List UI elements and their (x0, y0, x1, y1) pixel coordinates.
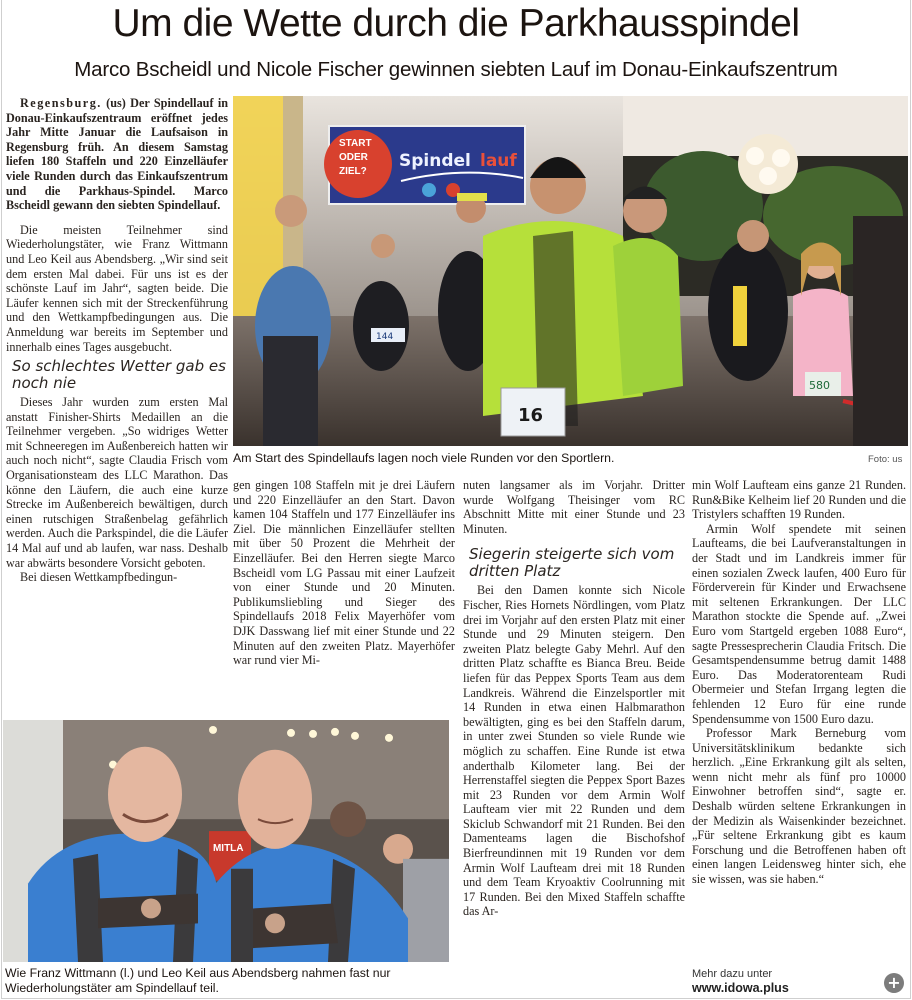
second-photo (3, 720, 449, 962)
column-1 (6, 96, 228, 585)
banner-line: ODER (339, 152, 368, 163)
more-label: Mehr dazu unter (692, 968, 773, 980)
main-photo-image (233, 96, 908, 446)
column-4 (692, 478, 906, 887)
headline: Um die Wette durch die Parkhausspindel (112, 2, 800, 45)
bib-number: 580 (809, 379, 830, 392)
sign-text: MITLA (213, 842, 244, 854)
lead-city: Regensburg. (20, 96, 102, 110)
subtitle: Siegerin steigerte sich vom dritten Platz (469, 545, 675, 581)
paragraph: min Wolf Laufteam eins ganze 21 Runden. Run&Bike Kelheim lief 20 Runden und die Tristylers schafften 19 Runden. (692, 478, 906, 522)
subheadline: Marco Bscheidl und Nicole Fischer gewinnen siebten Lauf im Donau-Einkaufszentrum (74, 58, 838, 81)
paragraph: Die meisten Teilnehmer sind Wiederholungstäter, wie Franz Wittmann und Leo Keil aus Abendsberg. „Wir sind seit dem ersten Mal dabei. Für uns ist es der schönste Lauf im Jahr“, sagten beide. Die Läufer kennen sich mit der Streckenführung und den Wettkampfbedingungen aus. Die Anmeldung war bereits im September und innerhalb eines Tages ausgebucht. (6, 222, 228, 354)
spindellauf-banner (324, 126, 525, 204)
paragraph: Professor Mark Berneburg vom Universitätsklinikum bedankte sich herzlich. „Eine Erkrankung gilt als selten, wenn nicht mehr als fünf pro 10000 Einwohner betroffen sind“, sagte er. Deshalb würden seltene Erkrankungen in der Medizin als Waisenkinder bezeichnet. „Für seltene Erkrankung gibt es kaum Forschung und die Betroffenen haben oft einen langen Leidensweg hinter sich, ehe sie wissen, was sie haben.“ (692, 726, 906, 887)
main-photo-caption: Am Start des Spindellaufs lagen noch viele Runden vor den Sportlern. (233, 451, 615, 465)
banner-line: START (339, 138, 372, 149)
main-photo (233, 96, 908, 446)
photo-credit: Foto: us (868, 454, 903, 465)
more-url[interactable]: www.idowa.plus (692, 981, 789, 995)
paragraph: Bei diesen Wettkampfbedingun- (20, 570, 178, 585)
second-photo-image (3, 720, 449, 962)
banner-line: ZIEL? (339, 166, 367, 177)
banner-title-2: lauf (480, 151, 517, 171)
paragraph: gen gingen 108 Staffeln mit je drei Läufern und 220 Einzelläufer an den Start. Davon kamen 104 Staffeln und 177 Einzelläufer ins Ziel. Die männlichen Einzelläufer stellten mit über 50 Prozent die Mehrheit der Einzelläufer. Bei den Herren siegte Marco Bscheidl vom LG Passau mit einer Laufzeit von einer Stunde und 20 Minuten. Publikumsliebling und Sieger des Spindellaufs 2018 Felix Mayerhöfer vom DJK Dasswang lief mit einer Stunde und 22 Minuten auf den zweiten Platz. Mayerhöfer war rund vier Mi- (233, 478, 455, 668)
lead-paragraph (6, 96, 228, 213)
column-3 (463, 478, 685, 919)
chandelier-icon (738, 134, 798, 194)
paragraph: nuten langsamer als im Vorjahr. Dritter wurde Wolfgang Theisinger vom RC Abschnitt Mitte mit einer Stunde und 23 Minuten. (463, 478, 685, 536)
banner-title: Spindel (399, 151, 471, 171)
paragraph: Bei den Damen konnte sich Nicole Fischer, Ries Hornets Nördlingen, vom Platz drei im Vorjahr auf den ersten Platz mit einer Stunde und 29 Minuten steigern. Den zweiten Platz belegte Gaby Mehrl. Auf den dritten Platz schaffte es Bianca Breu. Beide liefen für das Peppex Sports Team aus dem Landkreis. Während die Einzelsportler mit 14 Runden in etwa einen Halbmarathon bewältigten, ging es bei den Staffeln darum, in unter zwei Stunden so viele Runde wie möglich zu schaffen. Eine Runde ist etwa anderthalb Kilometer lang. Bei der Herrenstaffel siegten die Peppex Sport Bazes mit 23 Runden vor dem Armin Wolf Laufteam vier mit 22 Runden und dem Skiclub Schwandorf mit 21 Runden. Bei den Damenteams lagen die Bischofshof Bierfreundinnen mit 19 Runden vor dem Armin Wolf Laufteam drei mit 18 Runden und dem Team Kryoaktiv Coolrunning mit 17 Runden. Bei den Mixed Staffeln schaffte das Ar- (463, 583, 685, 919)
column-2 (233, 478, 455, 668)
more-link-box[interactable] (692, 968, 906, 998)
bib-number: 144 (376, 332, 394, 342)
paragraph: Dieses Jahr wurden zum ersten Mal anstatt Finisher-Shirts Medaillen an die Teilnehmer vergeben. „So widriges Wetter mit Schneeregen im Außenbereich hatten wir auch noch nicht“, sagte Claudia Frisch vom Organisationsteam des LLC Marathon. Das könne den Läufern, die auch eine kurze Strecke im Außenbereich bewältigen, durch einen rutschigen Straßenbelag gefährlich werden. Auch die Parkspindel, die die Läufer 14 Mal auf und ab laufen, war nass. Deshalb war abwärts besondere Vorsicht geboten. (6, 395, 228, 570)
plus-circle-icon[interactable]: + (884, 973, 904, 993)
lead-text: (us) Der Spindellauf in Donau-Einkaufszentraum eröffnet jedes Jahr Mitte Januar die Laufsaison in Regensburg früh. An diesem Samstag liefen 180 Staffeln und 220 Einzelläufer viele Runden durch das Einkaufszentrum und die Parkhaus-Spindel. Marco Bscheidl gewann den siebten Spindellauf. (6, 96, 228, 213)
second-photo-caption: Wie Franz Wittmann (l.) und Leo Keil aus Abendsberg nahmen fast nur Wiederholungstäter am Spindellauf teil. (5, 966, 391, 995)
subtitle: So schlechtes Wetter gab es noch nie (12, 357, 226, 393)
bib-number: 16 (518, 405, 544, 426)
paragraph: Armin Wolf spendete mit seinen Laufteams, die bei Laufveranstaltungen in der Stadt und im Landkreis immer für einen sozialen Zweck laufen, 400 Euro für Förderverein für Kinder und Erwachsene mit seltenen Erkrankungen. Der LLC Marathon stockte die Spende auf. „Zwei Euro vom Startgeld ergeben 1088 Euro“, sagte Pressesprecherin Claudia Fritsch. Die Gesamtspendensumme betrug damit 1488 Euro. Das Moderatorenteam Rudi Obermeier und Stefan Irrgang legten die fehlenden 12 Euro für eine runde Spendensumme von 1500 Euro dazu. (692, 521, 906, 726)
